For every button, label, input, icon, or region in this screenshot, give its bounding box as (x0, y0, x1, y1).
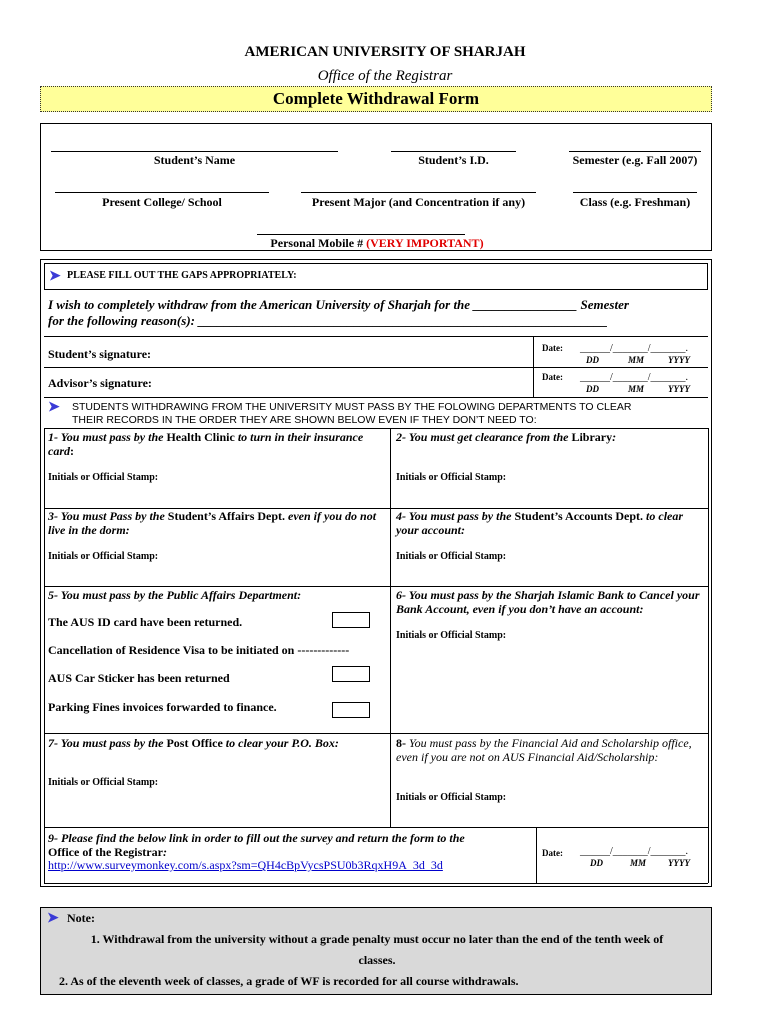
dd-label: DD (586, 384, 599, 394)
date-label-student: Date: (542, 343, 563, 353)
dd-label: DD (590, 858, 603, 868)
arrow-icon: ➤ (49, 269, 61, 284)
fill-gaps-row (44, 263, 708, 290)
date-label-advisor: Date: (542, 372, 563, 382)
semester-label: Semester (e.g. Fall 2007) (572, 153, 698, 167)
major-label: Present Major (and Concentration if any) (311, 195, 526, 209)
student-signature-label: Student’s signature: (48, 347, 152, 361)
stamp-label-8: Initials or Official Stamp: (396, 792, 507, 803)
parking-fines: Parking Fines invoices forwarded to finance. (48, 700, 277, 714)
step-8: 8- You must pass by the Financial Aid and Scholarship office, even if you are not on AUS Financial Aid/Scholarship: (396, 736, 692, 764)
student-id-label: Student’s I.D. (418, 153, 489, 167)
survey-link[interactable]: http://www.surveymonkey.com/s.aspx?sm=QH4cBpVycsPSU0b3RqxH9A_3d_3d (48, 858, 443, 872)
mm-label: MM (630, 858, 647, 868)
class-label: Class (e.g. Freshman) (579, 195, 691, 209)
stamp-label-6: Initials or Official Stamp: (396, 630, 507, 641)
arrow-icon: ➤ (48, 400, 60, 415)
car-sticker-returned: AUS Car Sticker has been returned (48, 671, 230, 685)
step-9-office: Office of the Registrar: (48, 845, 167, 859)
note-item-2: 2. As of the eleventh week of classes, a grade of WF is recorded for all course withdrawals. (59, 974, 519, 988)
note-item-1-line-2: classes. (358, 953, 396, 967)
car-sticker-checkbox[interactable] (332, 666, 370, 682)
step-4: 4- You must pass by the Student’s Accounts Dept. to clear your account: (396, 509, 684, 537)
aus-id-checkbox[interactable] (332, 612, 370, 628)
stamp-label-4: Initials or Official Stamp: (396, 551, 507, 562)
mobile-important: (VERY IMPORTANT) (366, 236, 484, 250)
date-line-advisor: ______/_______/_______. (580, 372, 689, 383)
stamp-label-1: Initials or Official Stamp: (48, 472, 159, 483)
step-1: 1- You must pass by the Health Clinic to turn in their insurance card: (48, 430, 364, 458)
university-title: AMERICAN UNIVERSITY OF SHARJAH (244, 44, 526, 60)
step-5: 5- You must pass by the Public Affairs Department: (48, 588, 302, 602)
visa-cancellation: Cancellation of Residence Visa to be initiated on ------------- (48, 643, 350, 657)
step-3: 3- You must Pass by the Student’s Affairs Dept. even if you do not live in the dorm: (48, 509, 377, 537)
mobile-label: Personal Mobile # (270, 236, 364, 250)
college-label: Present College/ School (102, 195, 222, 209)
step-9: 9- Please find the below link in order to fill out the survey and return the form to the (48, 831, 465, 845)
date-label-survey: Date: (542, 848, 563, 858)
yyyy-label: YYYY (668, 355, 690, 365)
withdraw-line-2: for the following reason(s): _______________________________________________________________ (48, 313, 608, 328)
step-7: 7- You must pass by the Post Office to clear your P.O. Box: (48, 736, 339, 750)
date-line-student: ______/_______/_______. (580, 343, 689, 354)
stamp-label-7: Initials or Official Stamp: (48, 777, 159, 788)
departments-line-2: THEIR RECORDS IN THE ORDER THEY ARE SHOWN BELOW EVEN IF THEY DON’T NEED TO: (72, 414, 537, 426)
departments-line-1: STUDENTS WITHDRAWING FROM THE UNIVERSITY MUST PASS BY THE FOLOWING DEPARTMENTS TO CLEAR (72, 401, 632, 413)
parking-fines-checkbox[interactable] (332, 702, 370, 718)
step-6: 6- You must pass by the Sharjah Islamic Bank to Cancel your Bank Account, even if you don’t have an account: (396, 588, 700, 616)
note-title: Note: (67, 911, 95, 925)
withdraw-line-1: I wish to completely withdraw from the American University of Sharjah for the ________________ Semester (48, 297, 629, 312)
yyyy-label: YYYY (668, 384, 690, 394)
date-line-survey: ______/_______/_______. (580, 846, 689, 857)
mm-label: MM (628, 355, 645, 365)
stamp-label-3: Initials or Official Stamp: (48, 551, 159, 562)
arrow-icon: ➤ (47, 911, 59, 926)
mm-label: MM (628, 384, 645, 394)
mobile-label-row (41, 236, 713, 251)
yyyy-label: YYYY (668, 858, 690, 868)
note-item-1-line-1: 1. Withdrawal from the university without a grade penalty must occur no later than the end of the tenth week of (90, 932, 664, 946)
fill-gaps-text: PLEASE FILL OUT THE GAPS APPROPRIATELY: (67, 270, 297, 281)
note-box (40, 907, 712, 995)
office-title: Office of the Registrar (317, 68, 453, 84)
step-2: 2- You must get clearance from the Library: (396, 430, 617, 444)
student-info-box (40, 123, 712, 251)
form-title: Complete Withdrawal Form (40, 86, 712, 112)
advisor-signature-label: Advisor’s signature: (48, 376, 152, 390)
student-name-label: Student’s Name (153, 153, 236, 167)
stamp-label-2: Initials or Official Stamp: (396, 472, 507, 483)
dd-label: DD (586, 355, 599, 365)
aus-id-returned: The AUS ID card have been returned. (48, 615, 243, 629)
